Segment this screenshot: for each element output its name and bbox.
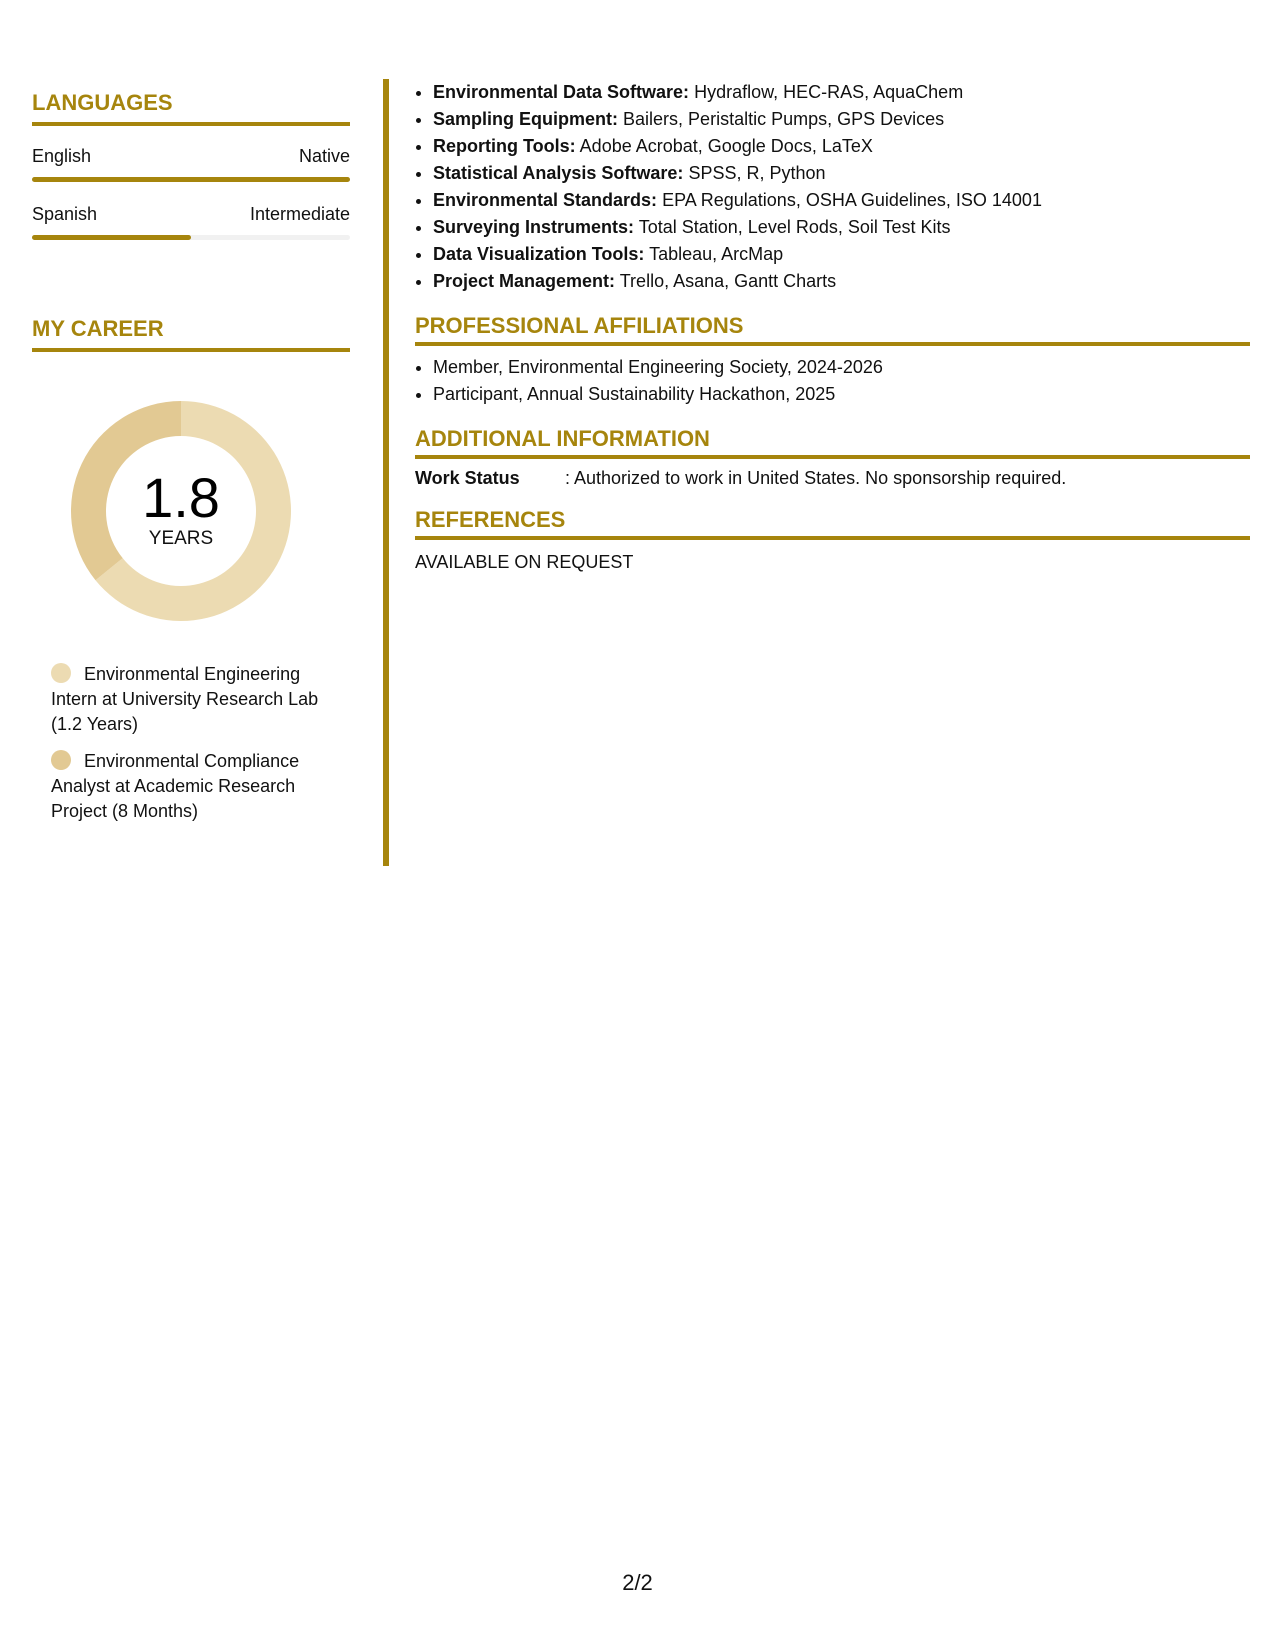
column-divider [383,79,389,866]
legend-label: Environmental Engineering Intern at University Research Lab (1.2 Years) [51,664,319,734]
work-status-row [415,468,1250,489]
skill-label: Sampling Equipment: [433,109,619,129]
career-total-unit: YEARS [148,528,214,549]
page-number: 2/2 [622,1570,653,1595]
list-item: • Participant, Annual Sustainability Hackathon, 2025 [433,381,1250,408]
legend-swatch-icon [51,750,71,770]
skill-item [433,106,1250,133]
skill-value: Tableau, ArcMap [649,244,784,264]
language-name: English [32,146,92,166]
skills-list [415,79,1250,295]
main-content [415,79,1250,573]
career-donut-chart [66,396,296,626]
skill-value: Total Station, Level Rods, Soil Test Kits [638,217,951,237]
skill-value: Hydraflow, HEC-RAS, AquaChem [694,82,964,102]
language-proficiency-bar [32,177,350,182]
additional-info-title: ADDITIONAL INFORMATION [415,426,1250,459]
skill-label: Reporting Tools: [433,136,576,156]
legend-item [51,749,350,824]
skill-label: Surveying Instruments: [433,217,635,237]
references-text: AVAILABLE ON REQUEST [415,552,634,572]
language-item-spanish [32,204,350,240]
language-level: Intermediate [249,204,350,224]
skill-item [433,214,1250,241]
skill-item [433,79,1250,106]
skill-value: SPSS, R, Python [688,163,826,183]
skill-item [433,187,1250,214]
skill-item [433,241,1250,268]
skill-value: Bailers, Peristaltic Pumps, GPS Devices [623,109,945,129]
language-item-english [32,146,350,182]
legend-label: Environmental Compliance Analyst at Academic Research Project (8 Months) [51,751,300,821]
language-proficiency-bar [32,235,350,240]
references-title: REFERENCES [415,507,1250,540]
legend-swatch-icon [51,663,71,683]
languages-title: LANGUAGES [32,90,350,126]
skill-item [433,268,1250,295]
skill-label: Statistical Analysis Software: [433,163,684,183]
career-title: MY CAREER [32,316,350,352]
work-status-label: Work Status [415,468,520,488]
skill-item [433,133,1250,160]
sidebar [32,90,350,836]
skill-label: Environmental Standards: [433,190,658,210]
skill-value: EPA Regulations, OSHA Guidelines, ISO 14001 [662,190,1042,210]
skill-label: Data Visualization Tools: [433,244,645,264]
language-name: Spanish [32,204,98,224]
career-total [66,466,296,550]
skill-value: Trello, Asana, Gantt Charts [619,271,837,291]
skill-item [433,160,1250,187]
affiliations-list [415,354,1250,408]
skill-value: Adobe Acrobat, Google Docs, LaTeX [579,136,873,156]
language-proficiency-fill [32,235,191,240]
language-level: Native [298,146,350,166]
skill-label: Project Management: [433,271,616,291]
legend-item [51,662,350,737]
work-status-value: : Authorized to work in United States. No sponsorship required. [565,468,1067,488]
language-proficiency-fill [32,177,350,182]
skill-label: Environmental Data Software: [433,82,690,102]
career-legend [51,662,350,824]
list-item: • Member, Environmental Engineering Society, 2024-2026 [433,354,1250,381]
affiliations-title: PROFESSIONAL AFFILIATIONS [415,313,1250,346]
career-total-value: 1.8 [142,466,220,529]
